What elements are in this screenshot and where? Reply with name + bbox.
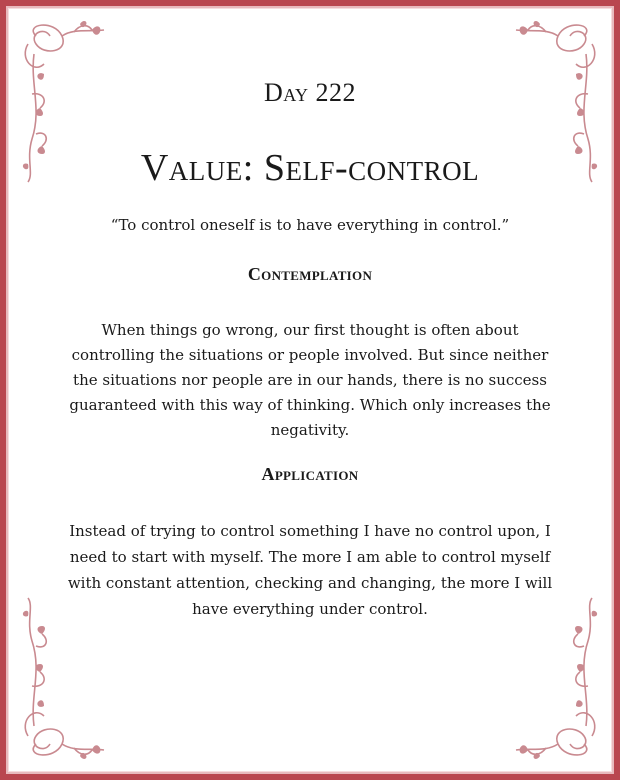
application-paragraph: Instead of trying to control something I have no control upon, I need to start with myself. The more I am able to control myself with constant attention, checking and changing, the more I will have everything under control. xyxy=(67,522,553,618)
page-card xyxy=(6,6,614,774)
quote-text: “To control oneself is to have everything in control.” xyxy=(110,216,510,234)
contemplation-paragraph: When things go wrong, our first thought is often about controlling the situations or people involved. But since neither the situations nor people are in our hands, there is no success guaranteed with this way of thinking. Which only increases the negativity. xyxy=(69,321,551,439)
value-title: Value: Self-control xyxy=(140,147,480,189)
contemplation-heading: Contemplation xyxy=(247,264,373,284)
application-heading: Application xyxy=(261,464,359,484)
day-heading: Day 222 xyxy=(263,78,357,107)
